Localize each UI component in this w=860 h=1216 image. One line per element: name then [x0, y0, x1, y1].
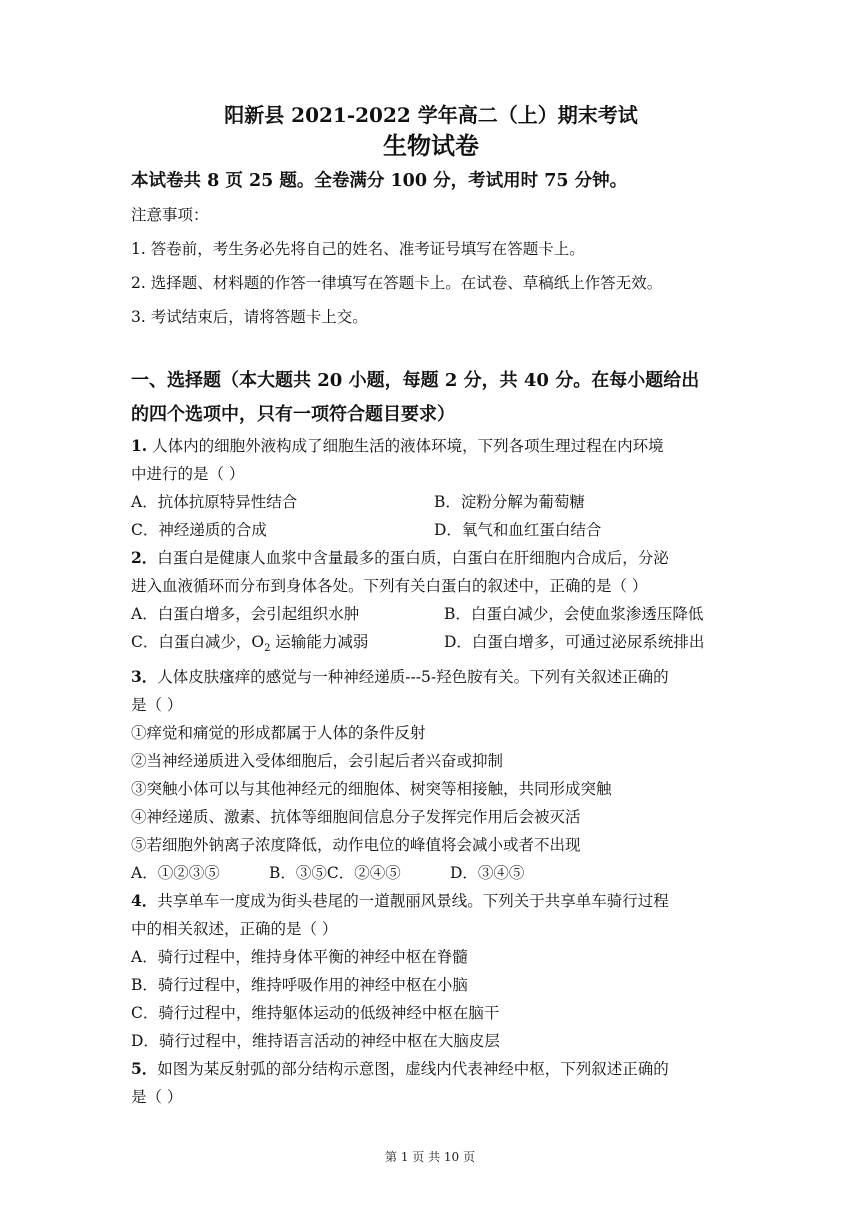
option-row: [131, 628, 731, 663]
exam-subject: 生物试卷: [383, 131, 479, 160]
statement: ②当神经递质进入受体细胞后，会引起后者兴奋或抑制: [131, 752, 504, 771]
page-footer: 第 1 页 共 10 页: [385, 1150, 475, 1164]
question-text: 如图为某反射弧的部分结构示意图，虚线内代表神经中枢，下列叙述正确的: [157, 1060, 669, 1079]
notice-item: 1. 答卷前，考生务必先将自己的姓名、准考证号填写在答题卡上。: [131, 240, 585, 258]
statement: ③突触小体可以与其他神经元的细胞体、树突等相接触，共同形成突触: [131, 780, 612, 799]
section-heading-cont: 的四个选项中，只有一项符合题目要求）: [131, 404, 455, 425]
question-number: 3．: [131, 667, 158, 687]
exam-summary: 本试卷共 8 页 25 题。全卷满分 100 分，考试用时 75 分钟。: [131, 171, 628, 191]
question-5: [131, 1055, 731, 1083]
question-text: 共享单车一度成为街头巷尾的一道靓丽风景线。下列关于共享单车骑行过程: [157, 892, 669, 911]
option-row: [131, 488, 731, 516]
notice-heading: 注意事项：: [131, 206, 209, 224]
option-b: B．淀粉分解为葡萄糖: [434, 493, 585, 511]
option-d: D．氧气和血红蛋白结合: [434, 521, 602, 539]
question-2: [131, 544, 731, 572]
statement: ①痒觉和痛觉的形成都属于人体的条件反射: [131, 724, 426, 743]
question-text-cont: 是（ ）: [131, 696, 183, 715]
statement: ⑤若细胞外钠离子浓度降低，动作电位的峰值将会减小或者不出现: [131, 836, 581, 855]
question-text: 人体皮肤瘙痒的感觉与一种神经递质---5-羟色胺有关。下列有关叙述正确的: [157, 668, 669, 687]
question-text-cont: 进入血液循环而分布到身体各处。下列有关白蛋白的叙述中，正确的是（ ）: [131, 577, 648, 595]
question-text: 人体内的细胞外液构成了细胞生活的液体环境，下列各项生理过程在内环境: [152, 437, 664, 455]
question-3: [131, 663, 731, 691]
notice-item: 3. 考试结束后，请将答题卡上交。: [131, 308, 368, 326]
page-content: [131, 100, 731, 1111]
question-text: 白蛋白是健康人血浆中含量最多的蛋白质，白蛋白在肝细胞内合成后，分泌: [157, 549, 669, 567]
option-b: B．白蛋白减少，会使血浆渗透压降低: [444, 605, 704, 623]
option-a: A．白蛋白增多，会引起组织水肿: [131, 605, 360, 623]
question-text-cont: 中的相关叙述，正确的是（ ）: [131, 920, 338, 939]
option-d: D．白蛋白增多，可通过泌尿系统排出: [444, 633, 705, 651]
question-text-cont: 中进行的是（ ）: [131, 465, 245, 483]
question-number: 5．: [131, 1059, 158, 1079]
option-a: A．抗体抗原特异性结合: [131, 493, 298, 511]
question-1: [131, 432, 731, 460]
question-4: [131, 887, 731, 915]
question-number: 4．: [131, 891, 158, 911]
option-d: D．骑行过程中，维持语言活动的神经中枢在大脑皮层: [131, 1032, 500, 1051]
question-text-cont: 是（ ）: [131, 1088, 183, 1107]
question-number: 2．: [131, 548, 158, 567]
option-c: C．白蛋白减少，$O_2$ 运输能力减弱: [131, 633, 369, 655]
question-number: 1.: [131, 436, 148, 455]
statement: ④神经递质、激素、抗体等细胞间信息分子发挥完作用后会被灭活: [131, 808, 581, 827]
option-c: C．骑行过程中，维持躯体运动的低级神经中枢在脑干: [131, 1004, 500, 1023]
exam-title: 阳新县 2021-2022 学年高二（上）期末考试: [224, 103, 638, 127]
options-line: A．①②③⑤ B．③⑤C．②④⑤ D．③④⑤: [131, 864, 525, 883]
option-b: B．骑行过程中，维持呼吸作用的神经中枢在小脑: [131, 976, 468, 995]
notice-item: 2. 选择题、材料题的作答一律填写在答题卡上。在试卷、草稿纸上作答无效。: [131, 274, 663, 292]
option-row: [131, 516, 731, 544]
option-a: A．骑行过程中，维持身体平衡的神经中枢在脊髓: [131, 948, 468, 967]
option-row: [131, 600, 731, 628]
section-heading: 一、选择题（本大题共 20 小题，每题 2 分，共 40 分。在每小题给出: [131, 370, 700, 391]
option-c: C．神经递质的合成: [131, 521, 267, 539]
